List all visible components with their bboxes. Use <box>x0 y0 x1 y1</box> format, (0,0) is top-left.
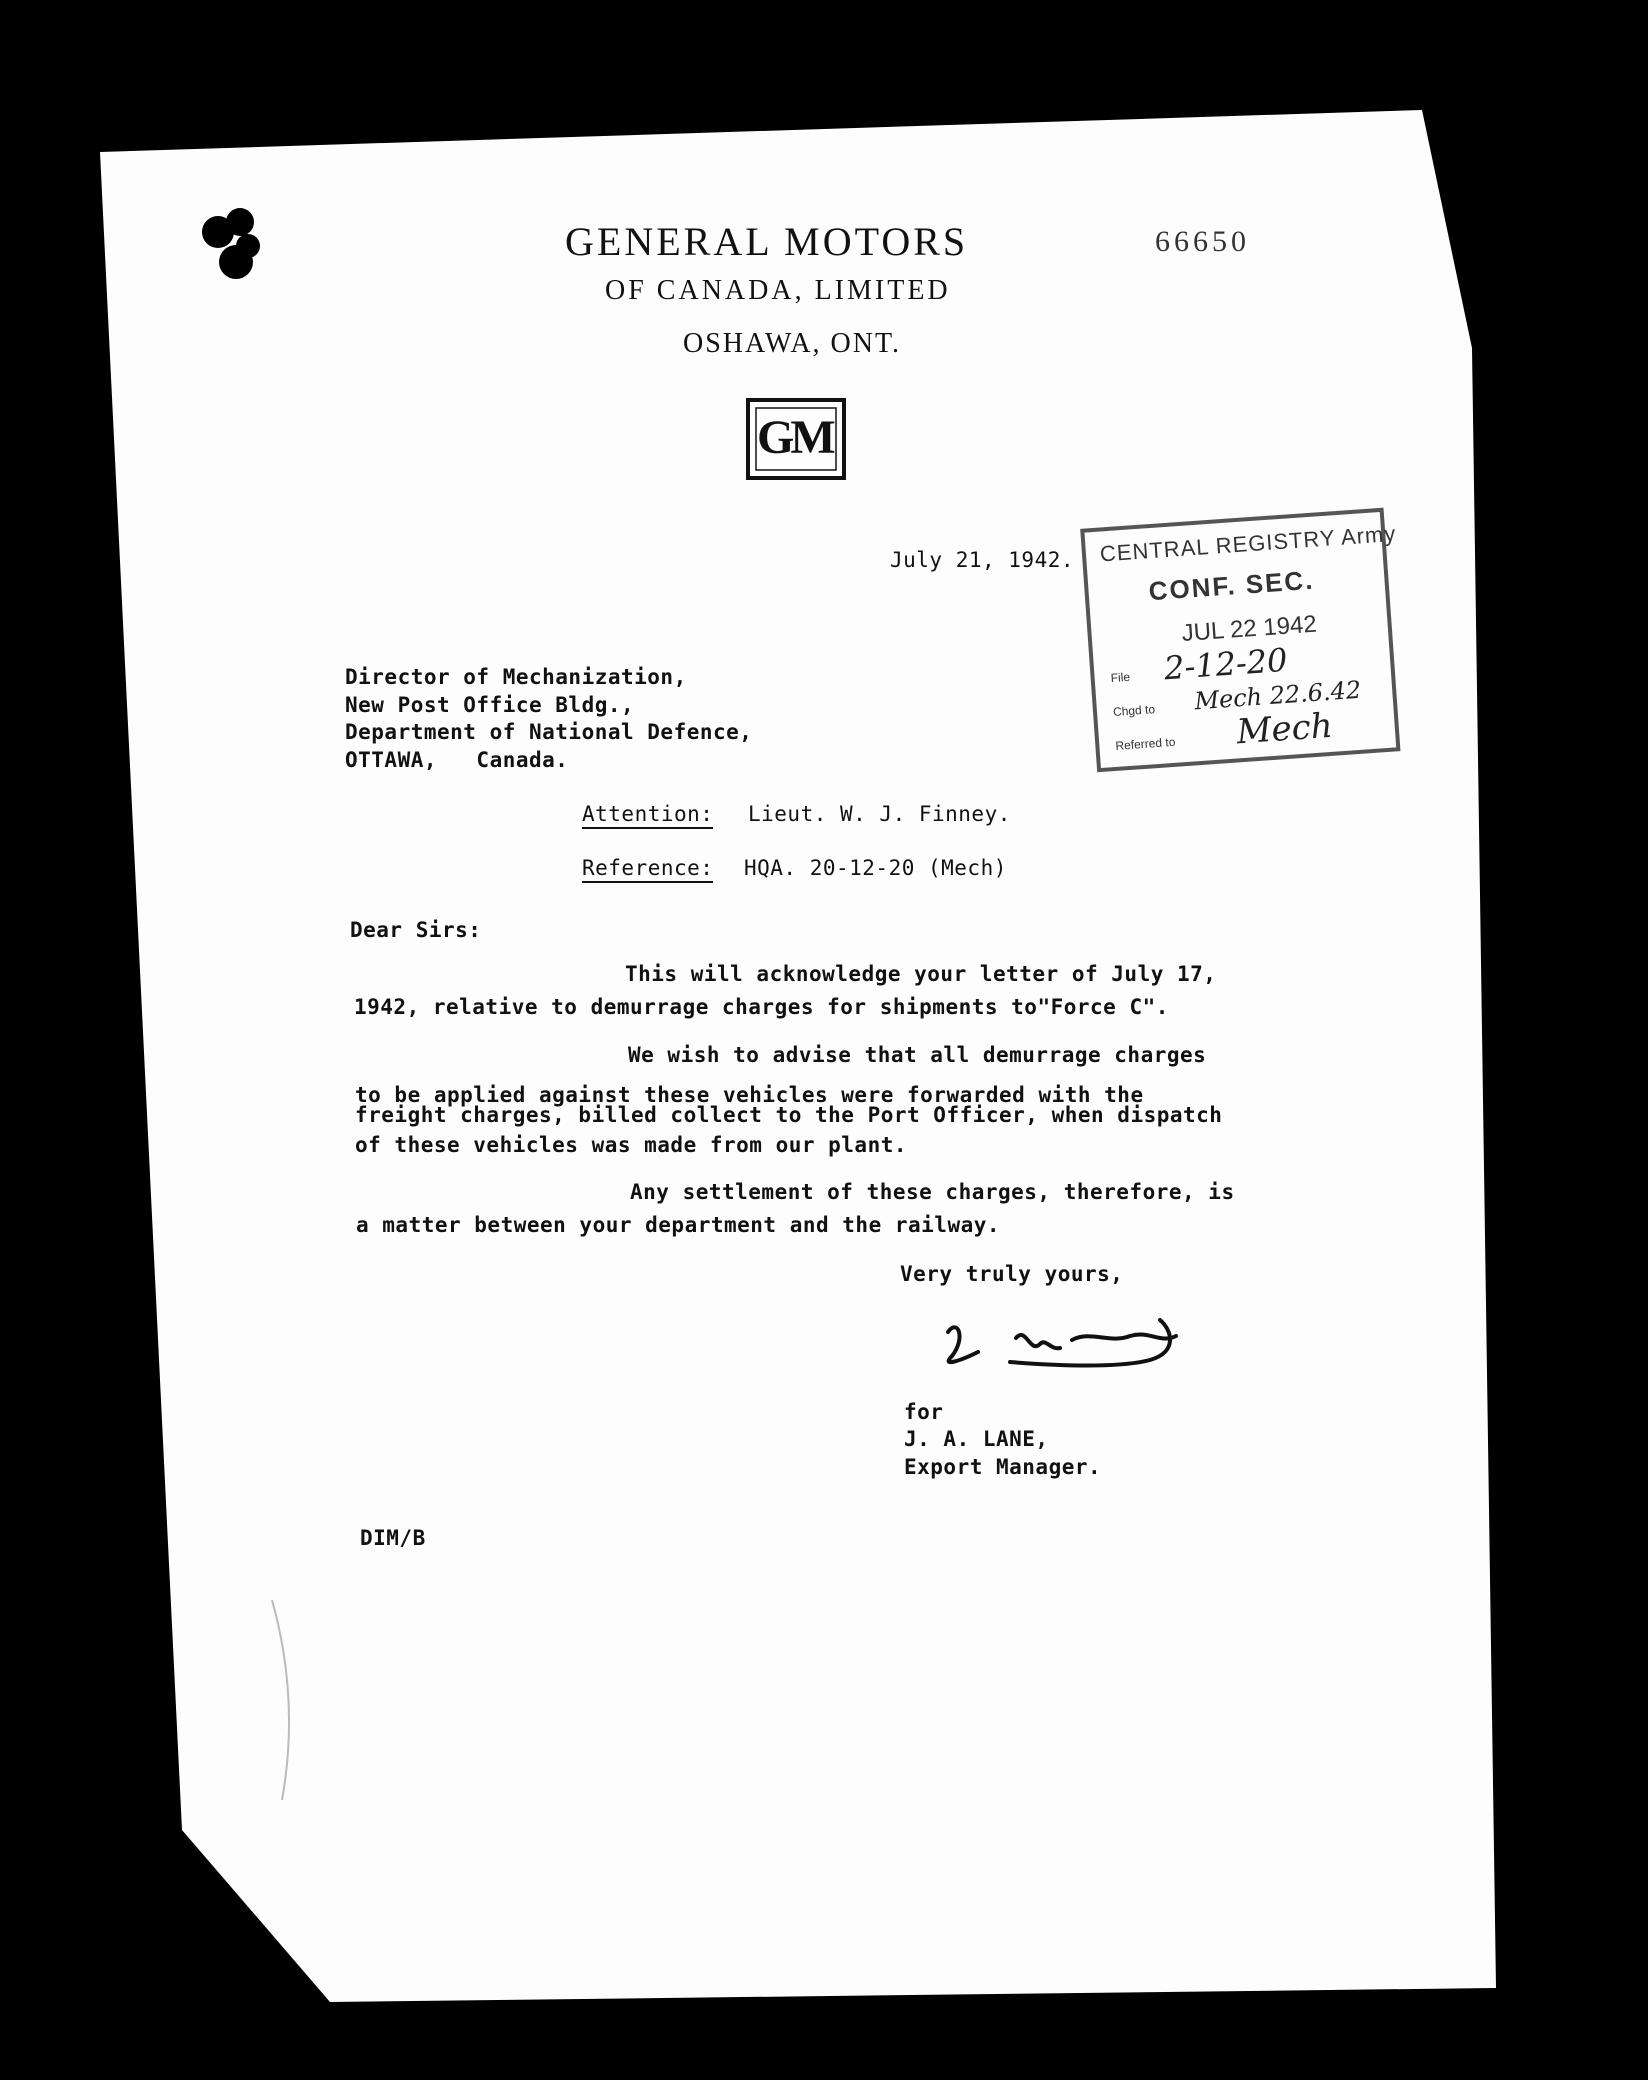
closing: Very truly yours, <box>900 1262 1124 1286</box>
stamp-chgd-value: Mech 22.6.42 <box>1193 675 1363 716</box>
recipient-line-3: Department of National Defence, <box>345 720 753 744</box>
file-number: 66650 <box>1155 225 1250 258</box>
body-p1-line-2: 1942, relative to demurrage charges for shipments to"Force C". <box>354 995 1169 1019</box>
recipient-line-4: OTTAWA, Canada. <box>345 748 569 772</box>
body-p2-line-3: freight charges, billed collect to the Port Officer, when dispatch <box>355 1103 1223 1127</box>
signature-for: for <box>904 1400 944 1424</box>
body-p2-line-1: We wish to advise that all demurrage charges <box>628 1043 1207 1067</box>
body-p2-line-2: to be applied against these vehicles were forwarded with the <box>355 1083 1144 1107</box>
reference-value: HQA. 20-12-20 (Mech) <box>744 856 1007 880</box>
gm-logo-text: GM <box>757 411 832 464</box>
stamp-referred-value: Mech <box>1235 705 1334 753</box>
letterhead-location: OSHAWA, ONT. <box>683 328 902 359</box>
body-p3-line-1: Any settlement of these charges, therefore, is <box>630 1180 1235 1204</box>
typist-initials: DIM/B <box>360 1526 426 1550</box>
signature-name: J. A. LANE, <box>904 1427 1049 1451</box>
signature-title: Export Manager. <box>904 1455 1102 1479</box>
stamp-file-value: 2-12-20 <box>1162 640 1289 688</box>
body-p2-line-4: of these vehicles was made from our plant. <box>355 1133 908 1157</box>
letter-date: July 21, 1942. <box>890 548 1075 572</box>
registry-stamp <box>1082 510 1398 770</box>
body-p3-line-2: a matter between your department and the railway. <box>356 1213 1001 1237</box>
letterhead-subsidiary: OF CANADA, LIMITED <box>605 275 951 306</box>
salutation: Dear Sirs: <box>350 918 482 942</box>
recipient-line-2: New Post Office Bldg., <box>345 693 635 717</box>
letterhead-company: GENERAL MOTORS <box>565 219 969 264</box>
attention-value: Lieut. W. J. Finney. <box>748 802 1011 826</box>
reference-label: Reference: <box>582 856 713 883</box>
body-p1-line-1: This will acknowledge your letter of July 17, <box>625 962 1217 986</box>
stamp-date: JUL 22 1942 <box>1180 610 1318 648</box>
stamp-registry-line: CENTRAL REGISTRY Army <box>1099 520 1398 567</box>
stamp-chgd-label: Chgd to <box>1112 702 1156 720</box>
recipient-line-1: Director of Mechanization, <box>345 665 687 689</box>
stamp-file-label: File <box>1110 669 1131 686</box>
stamp-referred-label: Referred to <box>1114 734 1176 753</box>
stamp-conf-sec: CONF. SEC. <box>1147 564 1316 607</box>
attention-label: Attention: <box>582 802 713 829</box>
